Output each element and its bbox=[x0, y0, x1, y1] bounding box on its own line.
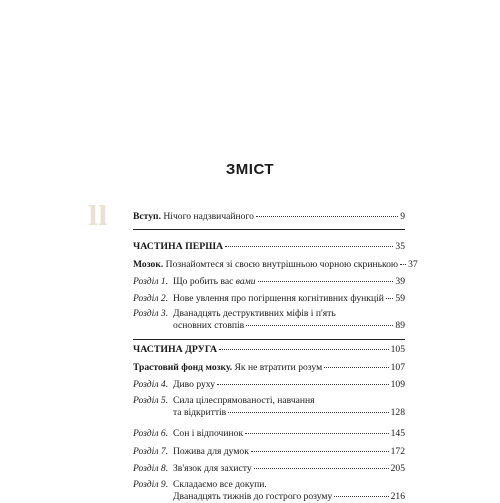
toc-chapter bbox=[133, 395, 405, 419]
toc-chapter bbox=[133, 428, 405, 440]
toc-part-heading bbox=[133, 344, 405, 356]
page-number: 109 bbox=[390, 379, 405, 390]
toc-entry-intro bbox=[133, 211, 405, 223]
chapter-label: Розділ 7. bbox=[133, 446, 169, 457]
dot-leader bbox=[254, 468, 389, 469]
chapter-label: Розділ 1. bbox=[133, 276, 169, 287]
chapter-label: Розділ 8. bbox=[133, 463, 169, 474]
toc-subtitle bbox=[133, 362, 405, 374]
page-number: 105 bbox=[390, 344, 405, 355]
page-number: 145 bbox=[390, 428, 405, 439]
chapter-label: Розділ 4. bbox=[133, 379, 169, 390]
toc-chapter bbox=[133, 479, 405, 503]
toc-chapter bbox=[133, 293, 405, 305]
subtitle-text: Як не втратити розум bbox=[232, 362, 323, 373]
toc-subtitle bbox=[133, 259, 418, 271]
chapter-title-emphasis: вами bbox=[235, 276, 256, 287]
dot-leader bbox=[324, 367, 388, 368]
subtitle-label: Трастовий фонд мозку. bbox=[133, 362, 233, 373]
toc-chapter bbox=[133, 308, 405, 332]
page-number: 59 bbox=[395, 293, 405, 304]
chapter-title-continued: основних стовпів bbox=[173, 320, 245, 331]
dot-leader bbox=[256, 216, 398, 217]
toc-part-heading bbox=[133, 241, 405, 253]
page-number: 216 bbox=[390, 491, 405, 502]
dot-leader bbox=[400, 264, 406, 265]
chapter-title: Диво руху bbox=[173, 379, 216, 390]
chapter-title-continued: Дванадцять тижнів до гострого розуму bbox=[173, 491, 333, 502]
chapter-label: Розділ 5. bbox=[133, 395, 169, 406]
chapter-title-continued: та відкриттів bbox=[173, 407, 227, 418]
dot-leader bbox=[258, 281, 394, 282]
dot-leader bbox=[219, 349, 389, 350]
page-number: 35 bbox=[395, 241, 405, 252]
chapter-title: Сон і відпочинок bbox=[173, 428, 244, 439]
chapter-label: Розділ 6. bbox=[133, 428, 169, 439]
dot-leader bbox=[246, 325, 393, 326]
intro-label: Вступ. bbox=[133, 211, 161, 222]
subtitle-text: Познайомтеся зі своєю внутрішньою чорною скринькою bbox=[163, 259, 399, 270]
chapter-label: Розділ 3. bbox=[133, 308, 169, 319]
page-number: 107 bbox=[390, 362, 405, 373]
dot-leader bbox=[225, 246, 393, 247]
chapter-title: Складаємо все докупи. bbox=[173, 479, 267, 490]
chapter-title: Сила цілеспрямованості, навчання bbox=[173, 395, 315, 406]
chapter-title: Дванадцять деструктивних міфів і п'ять bbox=[173, 308, 336, 319]
chapter-title: Нове увлення про погіршення когнітивних функцій bbox=[173, 293, 384, 304]
dot-leader bbox=[245, 433, 389, 434]
toc-chapter bbox=[133, 446, 405, 458]
dot-leader bbox=[228, 412, 388, 413]
page-number: 128 bbox=[390, 407, 405, 418]
chapter-title: Пожива для думок bbox=[173, 446, 249, 457]
separator-line bbox=[133, 229, 405, 230]
separator-line bbox=[133, 339, 405, 340]
toc-chapter bbox=[133, 276, 405, 288]
chapter-title: Зв'язок для захисту bbox=[173, 463, 252, 474]
dot-leader bbox=[386, 298, 394, 299]
page-number: 205 bbox=[390, 463, 405, 474]
page-number: 89 bbox=[395, 320, 405, 331]
page-number: 39 bbox=[395, 276, 405, 287]
page-title: ЗМІСТ bbox=[225, 161, 275, 178]
page-number: 37 bbox=[408, 259, 418, 270]
chapter-label: Розділ 9. bbox=[133, 479, 169, 490]
part-heading: ЧАСТИНА ДРУГА bbox=[133, 344, 218, 355]
dot-leader bbox=[217, 384, 389, 385]
intro-text: Нічого надзвичайного bbox=[160, 211, 254, 222]
dot-leader bbox=[334, 496, 388, 497]
faint-background-mark: ⅼⅼ bbox=[88, 202, 108, 231]
toc-chapter bbox=[133, 379, 405, 391]
dot-leader bbox=[251, 451, 389, 452]
page-number: 9 bbox=[400, 211, 405, 222]
toc-chapter bbox=[133, 463, 405, 475]
page-number: 172 bbox=[390, 446, 405, 457]
part-heading: ЧАСТИНА ПЕРША bbox=[133, 241, 224, 252]
chapter-title: Що робить вас bbox=[173, 276, 236, 287]
subtitle-label: Мозок. bbox=[133, 259, 164, 270]
chapter-label: Розділ 2. bbox=[133, 293, 169, 304]
